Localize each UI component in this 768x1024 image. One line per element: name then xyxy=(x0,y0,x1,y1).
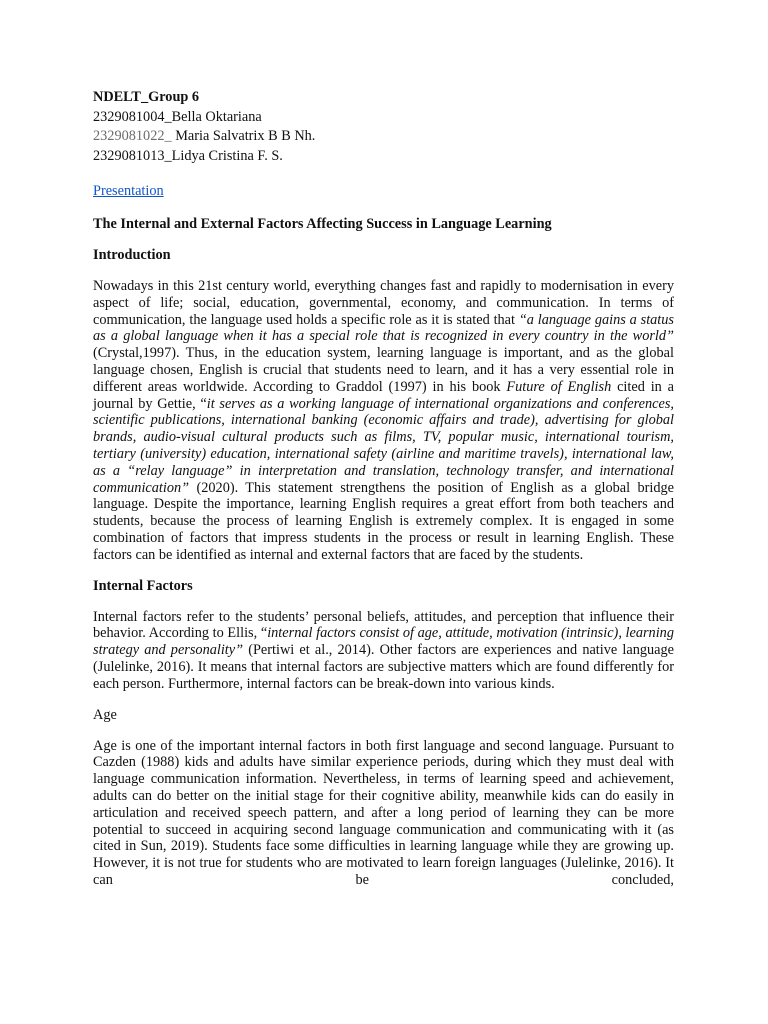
document-title: The Internal and External Factors Affecting Success in Language Learning xyxy=(93,216,552,232)
internal-factors-paragraph xyxy=(93,609,674,693)
intro-book-title: Future of English xyxy=(506,378,612,395)
group-name: NDELT_Group 6 xyxy=(93,89,200,105)
intro-text-1: Nowadays in this 21st century world, everything changes fast and rapidly to modernisation in every aspect of life; social, education, governmental, economy, and communication. In terms of communication, the language used holds a specific role as it is stated that xyxy=(93,278,674,328)
intro-quote-crystal: “a language gains a status as a global language when it has a special role that is recognized in every country in the world” xyxy=(93,311,674,345)
internal-factors-heading: Internal Factors xyxy=(93,577,193,594)
age-subheading: Age xyxy=(93,706,117,723)
member-3: 2329081013_Lidya Cristina F. S. xyxy=(93,147,283,164)
internal-text-2: (Pertiwi et al., 2014). Other factors are experiences and native language (Julelinke, 2016). It means that internal factors are subjective matters which are found differently for each person. Furthermore, internal factors can be break-down into various kinds. xyxy=(93,642,674,692)
presentation-link[interactable]: Presentation xyxy=(93,183,164,199)
internal-text-1: Internal factors refer to the students’ personal beliefs, attitudes, and perception that influence their behavior. According to Ellis, “ xyxy=(93,608,674,642)
intro-text-2: (Crystal,1997). Thus, in the education system, learning language is important, and as the global language chosen, English is crucial that students need to learn, and it has a very essential role in different areas worldwide. According to Graddol (1997) in his book xyxy=(93,345,674,395)
member-2-name: Maria Salvatrix B B Nh. xyxy=(171,128,316,144)
document-page xyxy=(93,88,674,889)
age-paragraph: Age is one of the important internal factors in both first language and second language. Pursuant to Cazden (1988) kids and adults have similar experience periods, during which they must deal with language communication information. Nevertheless, in terms of learning speed and achievement, adults can do better on the initial stage for their cognitive ability, meanwhile kids can do easily in articulation and received speech pattern, and after a long period of learning they can be more potential to succeed in acquiring second language communication and communicating with it (as cited in Sun, 2019). Students face some difficulties in learning language while they are growing up. However, it is not true for students who are motivated to learn foreign languages (Julelinke, 2016). It can be concluded, xyxy=(93,737,674,888)
introduction-paragraph xyxy=(93,278,674,564)
internal-quote-ellis: internal factors consist of age, attitude, motivation (intrinsic), learning strategy and personality” xyxy=(93,625,674,659)
intro-quote-graddol: it serves as a working language of international organizations and conferences, scientific publications, international banking (economic affairs and trade), advertising for global brands, audio-visual cultural products such as films, TV, popular music, international tourism, tertiary (university) education, international safety (airline and maritime travels), international law, as a “relay language” in interpretation and translation, technology transfer, and international communication” xyxy=(93,395,674,496)
intro-text-3: cited in a journal by Gettie, “ xyxy=(93,378,674,412)
member-2-id: 2329081022_ xyxy=(93,128,172,144)
intro-text-4: (2020). This statement strengthens the position of English as a global bridge language. Despite the importance, learning English requires a great effort from both teachers and students, because the process of learning English is extremely complex. It is engaged in some combination of factors that impress students in the process or result in learning English. These factors can be identified as internal and external factors that are faced by the students. xyxy=(93,479,674,563)
member-1: 2329081004_Bella Oktariana xyxy=(93,108,262,125)
member-2 xyxy=(93,127,674,147)
introduction-heading: Introduction xyxy=(93,247,171,263)
